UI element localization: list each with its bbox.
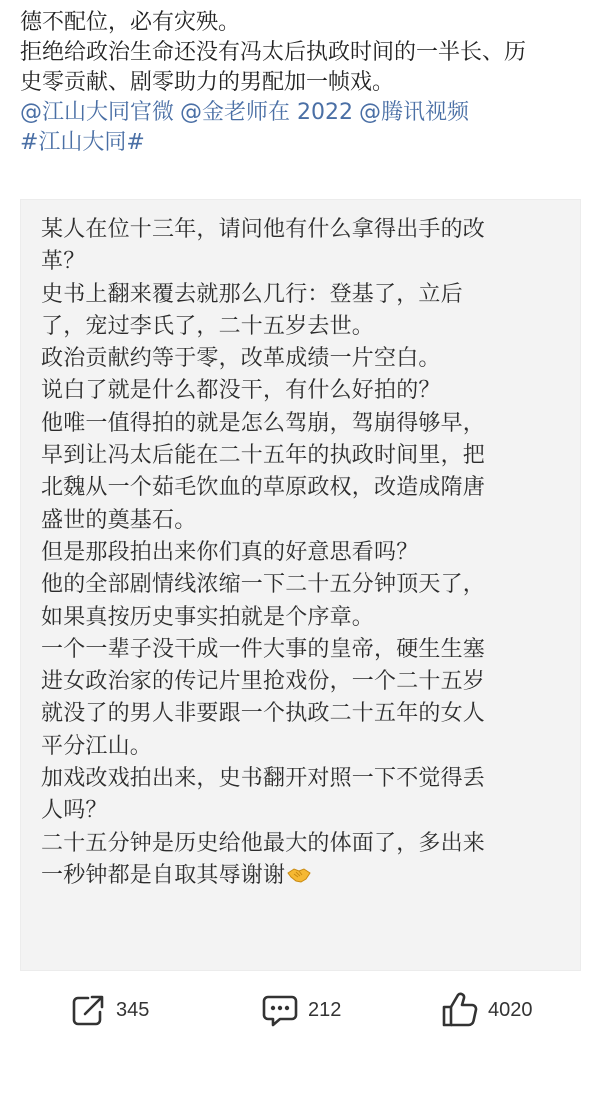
image-text-line: 北魏从一个茹毛饮血的草原政权，改造成隋唐 — [41, 475, 486, 501]
mention-link[interactable]: @腾讯视频 — [359, 100, 470, 125]
share-button[interactable] — [68, 985, 149, 1035]
image-text-line: 某人在位十三年，请问他有什么拿得出手的改 — [41, 217, 486, 242]
post-image[interactable] — [20, 199, 581, 971]
image-text-last-segment: 一秒钟都是自取其辱谢谢 — [41, 862, 286, 888]
hashtag-link[interactable]: #江山大同# — [20, 130, 145, 155]
mention-link[interactable]: @金老师在 2022 — [180, 100, 353, 125]
comment-count: 212 — [308, 998, 342, 1021]
share-count: 345 — [116, 998, 150, 1021]
image-text-block — [41, 214, 571, 892]
mention-link[interactable]: @江山大同官微 — [20, 100, 175, 125]
image-text-line: 说白了就是什么都没干，有什么好拍的？ — [41, 378, 441, 404]
mentions-row — [20, 98, 585, 128]
image-text-line: 二十五分钟是历史给他最大的体面了，多出来 — [41, 830, 486, 856]
like-count: 4020 — [488, 998, 533, 1021]
post-body — [20, 8, 585, 158]
post-text-line: 德不配位，必有灾殃。 — [20, 10, 241, 35]
like-button[interactable] — [440, 985, 533, 1035]
handshake-emoji — [287, 862, 311, 880]
comment-button[interactable] — [260, 985, 341, 1035]
image-text-line: 加戏改戏拍出来，史书翻开对照一下不觉得丢 — [41, 766, 486, 792]
post-text-line: 拒绝给政治生命还没有冯太后执政时间的一半长、历 — [20, 40, 527, 65]
image-text-line: 早到让冯太后能在二十五年的执政时间里，把 — [41, 443, 486, 469]
image-text-line: 进女政治家的传记片里抢戏份，一个二十五岁 — [41, 669, 486, 695]
image-text-line: 革？ — [41, 249, 86, 275]
action-bar — [0, 985, 603, 1035]
post-text-line: 史零贡献、剧零助力的男配加一帧戏。 — [20, 70, 395, 95]
image-text-line: 人吗？ — [41, 798, 108, 824]
image-text-line: 政治贡献约等于零，改革成绩一片空白。 — [41, 346, 441, 372]
image-text-line: 但是那段拍出来你们真的好意思看吗？ — [41, 539, 419, 565]
image-text-line: 如果真按历史事实拍就是个序章。 — [41, 604, 375, 630]
image-text-line: 一个一辈子没干成一件大事的皇帝，硬生生塞 — [41, 636, 486, 662]
image-text-line: 就没了的男人非要跟一个执政二十五年的女人 — [41, 701, 486, 727]
image-text-line: 他唯一值得拍的就是怎么驾崩，驾崩得够早， — [41, 410, 486, 436]
comment-icon — [260, 990, 300, 1030]
image-text-line: 他的全部剧情线浓缩一下二十五分钟顶天了， — [41, 572, 486, 598]
image-text-line — [41, 860, 571, 892]
image-text-line: 了，宠过李氏了，二十五岁去世。 — [41, 313, 375, 339]
image-text-line: 史书上翻来覆去就那么几行：登基了，立后 — [41, 281, 463, 307]
image-text-line: 盛世的奠基石。 — [41, 507, 197, 533]
share-icon — [68, 990, 108, 1030]
image-text-line: 平分江山。 — [41, 733, 153, 759]
thumbs-up-icon — [440, 990, 480, 1030]
